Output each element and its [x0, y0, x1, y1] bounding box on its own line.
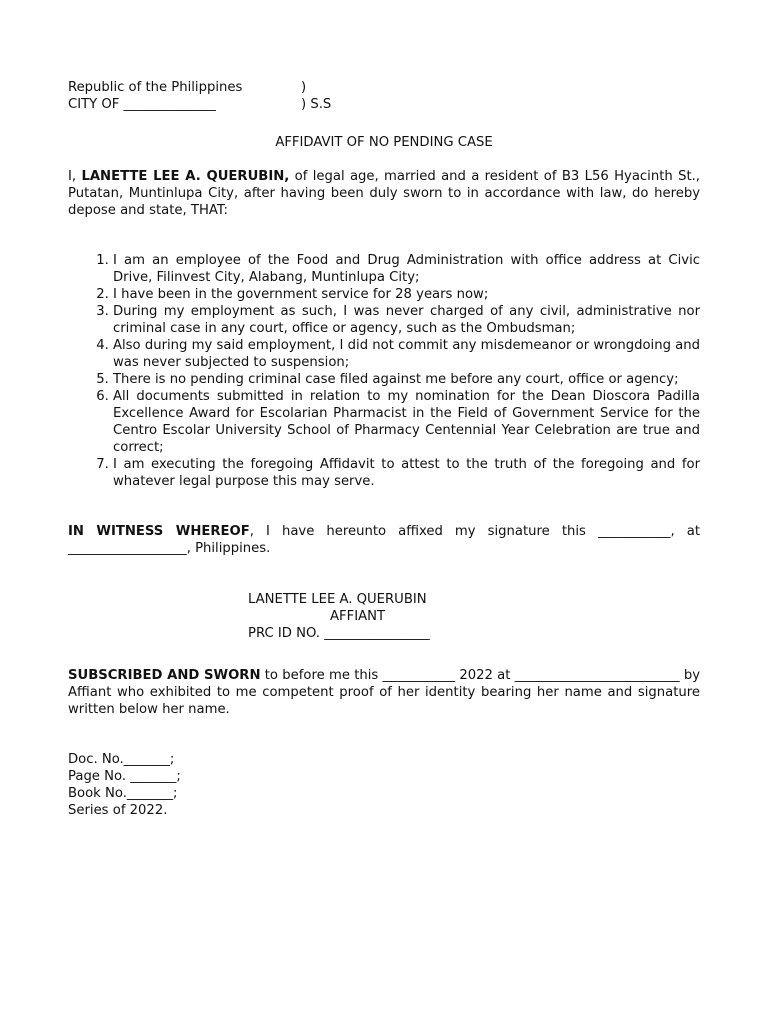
- venue-city: CITY OF ______________: [68, 97, 216, 112]
- list-item: 5. There is no pending criminal case filed against me before any court, office or agency;: [113, 371, 700, 388]
- list-item: 6. All documents submitted in relation to my nomination for the Dean Dioscora Padilla Excellence Award for Escolarian Pharmacist in the Field of Government Service for the Centro Escolar University School of Pharmacy Centennial Year Celebration are true and correct;: [113, 388, 700, 456]
- venue-line-republic: [68, 79, 700, 96]
- list-item: 7. I am executing the foregoing Affidavit to attest to the truth of the foregoing and for whatever legal purpose this may serve.: [113, 456, 700, 490]
- witness-heading: IN WITNESS WHEREOF: [68, 524, 250, 539]
- intro-paragraph: [68, 168, 700, 219]
- list-item: 2. I have been in the government service for 28 years now;: [113, 286, 700, 303]
- intro-prefix: I,: [68, 169, 82, 184]
- notarial-register-block: [68, 751, 700, 819]
- doc-number: Doc. No._______;: [68, 752, 175, 767]
- witness-paragraph: [68, 523, 700, 557]
- jurat-paragraph: [68, 667, 700, 718]
- book-number: Book No._______;: [68, 786, 178, 801]
- jurat-text: to before me this ___________ 2022 at _________________________ by Affiant who exhibited to me competent proof of her identity bearing her name and signature written below her name.: [68, 668, 700, 717]
- list-item: 3. During my employment as such, I was never charged of any civil, administrative nor criminal case in any court, office or agency, such as the Ombudsman;: [113, 303, 700, 337]
- venue-country: Republic of the Philippines: [68, 80, 243, 95]
- intro-text: of legal age, married and a resident of B3 L56 Hyacinth St., Putatan, Muntinlupa City, after having been duly sworn to in accordance with law, do hereby depose and state, THAT:: [68, 169, 700, 218]
- page-number: Page No. _______;: [68, 769, 181, 784]
- list-item: 1. I am an employee of the Food and Drug Administration with office address at Civic Drive, Filinvest City, Alabang, Muntinlupa City;: [113, 252, 700, 286]
- venue-ss: ) S.S: [301, 97, 332, 112]
- affiant-signature-block: [248, 591, 508, 642]
- venue-line-city: [68, 96, 700, 113]
- list-item: 4. Also during my said employment, I did not commit any misdemeanor or wrongdoing and was never subjected to suspension;: [113, 337, 700, 371]
- affiant-name-inline: LANETTE LEE A. QUERUBIN,: [81, 169, 290, 184]
- jurat-heading: SUBSCRIBED AND SWORN: [68, 668, 261, 683]
- affiant-name: LANETTE LEE A. QUERUBIN: [248, 592, 427, 607]
- affidavit-document: [68, 79, 700, 819]
- statement-list: [68, 252, 700, 490]
- venue-bracket: ): [301, 80, 307, 95]
- document-title: AFFIDAVIT OF NO PENDING CASE: [275, 135, 493, 150]
- affiant-role: AFFIANT: [330, 609, 386, 624]
- prc-id-line: PRC ID NO. ________________: [248, 626, 430, 641]
- witness-text: , I have hereunto affixed my signature this ___________, at __________________, Philippines.: [68, 524, 700, 556]
- series-year: Series of 2022.: [68, 803, 168, 818]
